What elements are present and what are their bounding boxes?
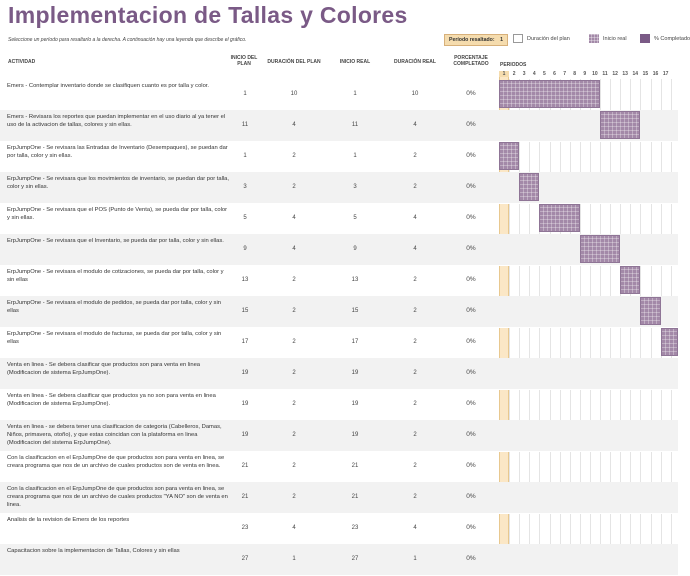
percent-cell: 0% — [466, 369, 476, 376]
percent-cell: 0% — [466, 524, 476, 531]
page-subtitle: Seleccione un período para resaltarlo a la derecha. A continuación hay una leyenda que describe el gráfico. — [8, 37, 247, 43]
actual-duration-cell: 2 — [413, 277, 417, 283]
actual-start-cell: 19 — [351, 401, 359, 407]
actual-duration-cell: 2 — [413, 153, 417, 159]
plan-swatch-icon — [513, 34, 523, 43]
actual-start-cell: 21 — [351, 463, 359, 469]
activity-cell: Con la clasificacion en el ErpJumpOne de que productos son para venta en linea, se creara programa que nos de un archivo de cuales productos son de venta en linea. — [7, 455, 225, 469]
table-row[interactable] — [0, 420, 678, 452]
activity-cell: Analisis de la revision de Emers de los reportes — [7, 517, 130, 523]
plan-start-cell: 9 — [243, 246, 247, 252]
actual-start-cell: 1 — [353, 91, 357, 97]
activity-cell: Venta en linea - Se debera clasificar que productos ya no son para venta en linea (Modificacion de sistema ErpJumpOne). — [7, 393, 216, 407]
activity-cell: Venta en linea - Se debera clasificar que productos son para venta en linea (Modificacion de sistema ErpJumpOne). — [7, 362, 201, 376]
percent-cell: 0% — [466, 338, 476, 345]
activity-cell: Emers - Revisara los reportes que puedan implementar en el uso diario al ya tener el uso de la activacion de tallas, colores y sin ellas. — [7, 114, 226, 128]
actual-duration-cell: 2 — [413, 401, 417, 407]
table-row[interactable] — [0, 358, 678, 390]
plan-start-cell: 19 — [241, 401, 249, 407]
plan-duration-cell: 4 — [292, 122, 296, 128]
actual-duration-cell: 4 — [413, 215, 417, 221]
actual-start-cell: 9 — [353, 246, 357, 252]
actual-start-cell: 19 — [351, 370, 359, 376]
period-selector-label: Período resaltado: — [449, 37, 495, 43]
actual-duration-cell: 2 — [413, 432, 417, 438]
actual-start-cell: 5 — [353, 215, 357, 221]
table-row[interactable] — [0, 234, 678, 266]
activity-cell: ErpJumpOne - Se revisara que el Inventario, se pueda dar por talla, color y sin ellas. — [7, 238, 224, 244]
header-percent: PORCENTAJE COMPLETADO — [453, 55, 489, 67]
plan-start-cell: 1 — [243, 153, 247, 159]
table-row[interactable] — [0, 482, 678, 514]
percent-cell: 0% — [466, 276, 476, 283]
table-row[interactable] — [0, 172, 678, 204]
plan-start-cell: 17 — [241, 339, 249, 345]
plan-duration-cell: 2 — [292, 153, 296, 159]
period-number: 13 — [622, 71, 628, 77]
period-number: 4 — [532, 71, 536, 77]
activity-cell: Con la clasificacion en el ErpJumpOne de que productos son para venta en linea, se creara programa que nos de un archivo de cuales productos "YA NO" son de venta en linea. — [7, 486, 228, 508]
plan-duration-cell: 2 — [292, 463, 296, 469]
period-number: 2 — [512, 71, 516, 77]
percent-cell: 0% — [466, 400, 476, 407]
actual-duration-cell: 2 — [413, 463, 417, 469]
period-number: 11 — [602, 71, 608, 77]
table-row[interactable] — [0, 544, 678, 576]
plan-duration-cell: 4 — [292, 525, 296, 531]
period-number: 14 — [632, 71, 639, 77]
table-row[interactable] — [0, 389, 678, 421]
percent-cell: 0% — [466, 245, 476, 252]
percent-cell: 0% — [466, 214, 476, 221]
plan-start-cell: 27 — [241, 556, 249, 562]
plan-duration-cell: 2 — [292, 184, 296, 190]
actual-duration-cell: 4 — [413, 246, 417, 252]
percent-cell: 0% — [466, 307, 476, 314]
percent-cell: 0% — [466, 493, 476, 500]
gantt-bar[interactable] — [620, 266, 640, 294]
plan-duration-cell: 2 — [292, 401, 296, 407]
gantt-bar[interactable] — [661, 328, 678, 356]
period-number: 7 — [563, 71, 566, 77]
plan-start-cell: 1 — [243, 91, 247, 97]
actual-start-cell: 11 — [351, 122, 359, 128]
table-row[interactable] — [0, 203, 678, 235]
plan-start-cell: 21 — [241, 494, 249, 500]
plan-start-cell: 19 — [241, 432, 249, 438]
plan-start-cell: 23 — [241, 525, 249, 531]
plan-start-cell: 15 — [241, 308, 249, 314]
actual-start-cell: 1 — [353, 153, 357, 159]
actual-duration-cell: 2 — [413, 184, 417, 190]
activity-cell: ErpJumpOne - Se revisara las Entradas de Inventario (Desempaques), se puedan dar por talla, color y sin ellas. — [7, 145, 228, 159]
actual-swatch-icon — [589, 34, 599, 43]
period-number: 17 — [662, 71, 669, 77]
percent-cell: 0% — [466, 555, 476, 562]
header-plan-start: INICIO DEL PLAN — [230, 55, 258, 67]
actual-duration-cell: 2 — [413, 339, 417, 345]
header-actual-duration: DURACIÓN REAL — [394, 59, 436, 65]
activity-cell: ErpJumpOne - Se revisara el modulo de cotizaciones, se pueda dar por talla, color y sin ellas — [7, 269, 224, 283]
period-number: 5 — [543, 71, 546, 77]
period-number: 16 — [652, 71, 659, 77]
plan-start-cell: 11 — [241, 122, 249, 128]
table-row[interactable] — [0, 296, 678, 328]
period-number: 8 — [573, 71, 577, 77]
page-title: Implementacion de Tallas y Colores — [8, 2, 408, 28]
plan-duration-cell: 2 — [292, 339, 296, 345]
actual-start-cell: 27 — [351, 556, 359, 562]
actual-start-cell: 17 — [351, 339, 359, 345]
plan-duration-cell: 10 — [290, 91, 298, 97]
activity-cell: Emers - Contemplar inventario donde se clasifiquen cuanto es por talla y color. — [7, 83, 210, 89]
actual-start-cell: 15 — [351, 308, 359, 314]
legend-percent-complete: % Completado — [640, 34, 690, 45]
plan-start-cell: 5 — [243, 215, 247, 221]
actual-duration-cell: 10 — [411, 91, 419, 97]
table-row[interactable] — [0, 451, 678, 483]
period-selector[interactable] — [444, 34, 508, 46]
gantt-bar[interactable] — [539, 204, 579, 232]
table-row[interactable] — [0, 110, 678, 142]
header-periods: PERIODOS — [500, 62, 527, 68]
gantt-bar[interactable] — [499, 80, 600, 108]
plan-duration-cell: 2 — [292, 432, 296, 438]
percent-cell: 0% — [466, 183, 476, 190]
activity-cell: ErpJumpOne - Se revisara que el POS (Punto de Venta), se pueda dar por talla, color y sin ellas. — [7, 207, 228, 221]
percent-cell: 0% — [466, 152, 476, 159]
actual-start-cell: 23 — [351, 525, 359, 531]
table-row[interactable] — [0, 327, 678, 359]
activity-cell: ErpJumpOne - Se revisara el modulo de pedidos, se pueda dar por talla, color y sin ellas — [7, 300, 221, 314]
activity-cell: ErpJumpOne - Se revisara el modulo de facturas, se pueda dar por talla, color y sin ellas — [7, 331, 222, 345]
period-number: 1 — [499, 71, 509, 77]
plan-duration-cell: 2 — [292, 308, 296, 314]
activity-cell: ErpJumpOne - Se revisara que los movimientos de inventario, se puedan dar por talla, color y sin ellas. — [7, 176, 230, 190]
period-number: 12 — [612, 71, 618, 77]
plan-duration-cell: 2 — [292, 494, 296, 500]
plan-duration-cell: 2 — [292, 370, 296, 376]
period-number: 3 — [522, 71, 526, 77]
percent-cell: 0% — [466, 431, 476, 438]
activity-cell: Capacitacion sobre la implementacion de Tallas, Colores y sin ellas — [7, 548, 180, 554]
period-number: 6 — [553, 71, 556, 77]
period-number: 10 — [592, 71, 598, 77]
table-row[interactable] — [0, 79, 678, 111]
header-activity: ACTIVIDAD — [8, 59, 36, 65]
period-selector-value[interactable]: 1 — [500, 37, 503, 43]
period-number: 15 — [642, 71, 649, 77]
plan-duration-cell: 2 — [292, 277, 296, 283]
plan-duration-cell: 4 — [292, 215, 296, 221]
header-plan-duration: DURACIÓN DEL PLAN — [267, 59, 321, 65]
actual-duration-cell: 4 — [413, 122, 417, 128]
percent-cell: 0% — [466, 462, 476, 469]
gantt-bar[interactable] — [580, 235, 620, 263]
gantt-bar[interactable] — [640, 297, 660, 325]
header-actual-start: INICIO REAL — [339, 59, 371, 65]
table-row[interactable] — [0, 141, 678, 173]
legend-plan-duration: Duración del plan — [513, 34, 570, 45]
activity-cell: Venta en linea - se debera tener una clasificacion de categoria (Cabelleros, Damas, Niños, primavera, otoño), y que estas coincidan con la plataforma en linea (Modificacion del sistema ErpJumpOne). — [7, 424, 222, 446]
actual-duration-cell: 4 — [413, 525, 417, 531]
table-row[interactable] — [0, 265, 678, 297]
plan-duration-cell: 4 — [292, 246, 296, 252]
actual-start-cell: 19 — [351, 432, 359, 438]
gantt-bar[interactable] — [600, 111, 640, 139]
actual-duration-cell: 1 — [413, 556, 417, 562]
gantt-bar[interactable] — [519, 173, 539, 201]
actual-duration-cell: 2 — [413, 370, 417, 376]
table-row[interactable] — [0, 513, 678, 545]
plan-start-cell: 13 — [241, 277, 249, 283]
plan-duration-cell: 1 — [292, 556, 296, 562]
percent-swatch-icon — [640, 34, 650, 43]
period-number: 9 — [583, 71, 587, 77]
gantt-bar[interactable] — [499, 142, 519, 170]
actual-duration-cell: 2 — [413, 494, 417, 500]
plan-start-cell: 3 — [243, 184, 247, 190]
actual-start-cell: 3 — [353, 184, 357, 190]
legend-actual-start: Inicio real — [589, 34, 627, 45]
actual-start-cell: 13 — [351, 277, 359, 283]
actual-start-cell: 21 — [351, 494, 359, 500]
percent-cell: 0% — [466, 121, 476, 128]
plan-start-cell: 21 — [241, 463, 249, 469]
actual-duration-cell: 2 — [413, 308, 417, 314]
percent-cell: 0% — [466, 90, 476, 97]
plan-start-cell: 19 — [241, 370, 249, 376]
